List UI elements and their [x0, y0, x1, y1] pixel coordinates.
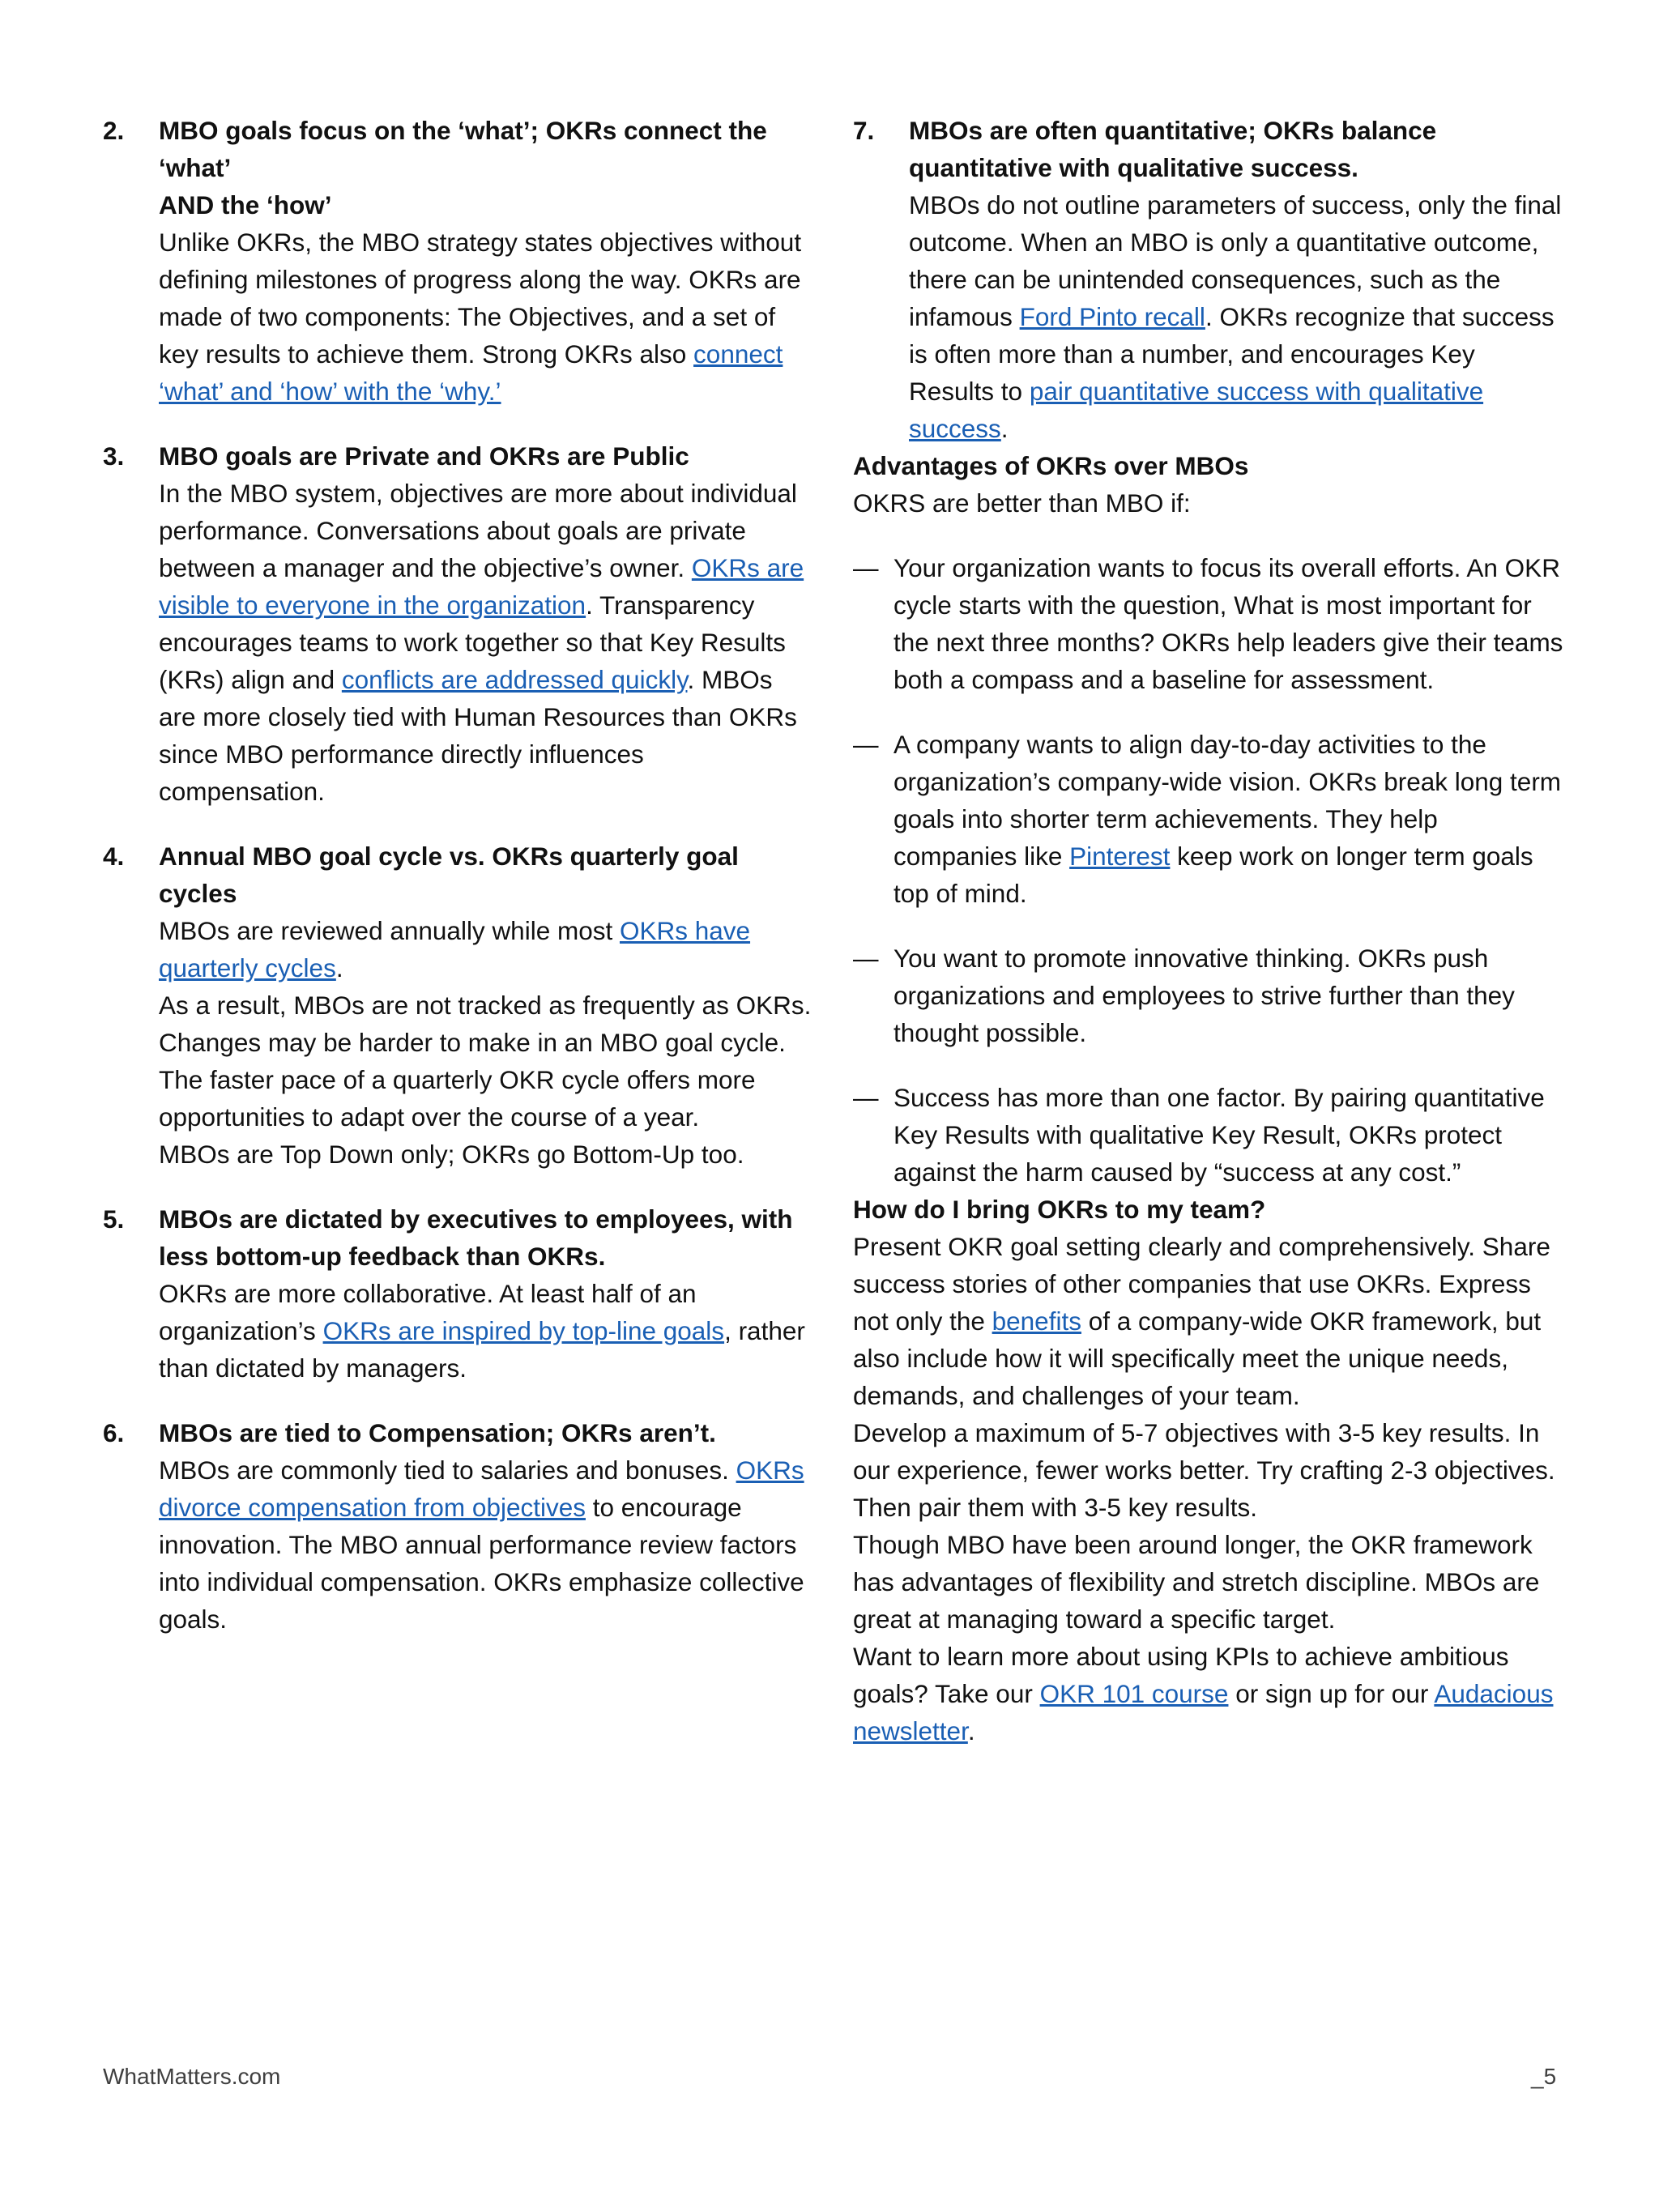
- link-okrs-quarterly-cycles[interactable]: OKRs have quarterly cycles: [159, 916, 751, 982]
- footer-page-number: _5: [1531, 2064, 1557, 2089]
- advantages-heading: Advantages of OKRs over MBOs: [853, 451, 1249, 480]
- item-number: 3.: [103, 441, 125, 471]
- advantage-bullet-2: [853, 726, 1566, 912]
- item-heading: MBOs are tied to Compensation; OKRs aren’t.: [159, 1418, 716, 1447]
- team-paragraph-2: Develop a maximum of 5-7 objectives with 3-5 key results. In our experience, fewer works better. Try crafting 2-3 objectives. Then pair them with 3-5 key results.: [853, 1418, 1555, 1522]
- paragraph-text: .: [335, 953, 343, 982]
- item-paragraph: [159, 1451, 816, 1638]
- link-audacious-newsletter[interactable]: Audacious newsletter: [853, 1679, 1554, 1745]
- advantages-intro: OKRS are better than MBO if:: [853, 488, 1191, 518]
- dash-bullet: —: [853, 730, 879, 759]
- item-heading: MBO goals are Private and OKRs are Public: [159, 441, 689, 471]
- item-paragraph: [159, 475, 816, 810]
- list-item-7: [853, 112, 1566, 447]
- paragraph-text: . MBOs are more closely tied with Human Resources than OKRs since MBO performance directly influences compensation.: [159, 665, 797, 806]
- team-heading: How do I bring OKRs to my team?: [853, 1195, 1266, 1224]
- item-paragraph: [159, 912, 816, 987]
- item-heading: Annual MBO goal cycle vs. OKRs quarterly goal cycles: [159, 842, 739, 908]
- link-okr-101-course[interactable]: OKR 101 course: [1039, 1679, 1229, 1708]
- bullet-text: Success has more than one factor. By pairing quantitative Key Results with qualitative Key Result, OKRs protect against the harm caused by “success at any cost.”: [893, 1083, 1545, 1187]
- list-item-3: [103, 437, 816, 810]
- item-heading: MBOs are dictated by executives to employees, with less bottom-up feedback than OKRs.: [159, 1204, 793, 1271]
- list-item-2: [103, 112, 816, 410]
- paragraph-text: MBOs are reviewed annually while most: [159, 916, 620, 945]
- paragraph-text: or sign up for our: [1228, 1679, 1435, 1708]
- list-item-5: [103, 1200, 816, 1387]
- paragraph-text: of a company-wide OKR framework, but also include how it will specifically meet the unique needs, demands, and challenges of your team.: [853, 1306, 1542, 1410]
- paragraph-text: Present OKR goal setting clearly and comprehensively. Share success stories of other companies that use OKRs. Express not only the: [853, 1232, 1550, 1336]
- item-number: 2.: [103, 116, 125, 145]
- link-pinterest[interactable]: Pinterest: [1069, 842, 1171, 871]
- footer-site: WhatMatters.com: [103, 2064, 281, 2089]
- link-okrs-divorce-compensation[interactable]: OKRs divorce compensation from objectives: [159, 1455, 804, 1522]
- item-number: 6.: [103, 1418, 125, 1447]
- paragraph-text: . OKRs recognize that success is often more than a number, and encourages Key Results to: [909, 302, 1555, 406]
- paragraph-text: keep work on longer term goals top of mind.: [893, 842, 1533, 908]
- paragraph-text: OKRs are more collaborative. At least half of an organization’s: [159, 1279, 697, 1345]
- paragraph-text: MBOs are commonly tied to salaries and bonuses.: [159, 1455, 736, 1485]
- paragraph-text: .: [1000, 414, 1009, 443]
- item-heading: MBOs are often quantitative; OKRs balance quantitative with qualitative success.: [909, 116, 1437, 182]
- team-paragraph-4: [853, 1638, 1566, 1750]
- link-ford-pinto-recall[interactable]: Ford Pinto recall: [1019, 302, 1205, 331]
- link-benefits[interactable]: benefits: [992, 1306, 1081, 1336]
- team-paragraph-3: Though MBO have been around longer, the OKR framework has advantages of flexibility and stretch discipline. MBOs are great at managing toward a specific target.: [853, 1530, 1540, 1634]
- item-paragraph: [159, 224, 816, 410]
- paragraph-text: Want to learn more about using KPIs to achieve ambitious goals? Take our: [853, 1642, 1509, 1708]
- item-paragraph: [159, 1275, 816, 1387]
- bullet-text: You want to promote innovative thinking. OKRs push organizations and employees to strive further than they thought possible.: [893, 944, 1515, 1047]
- advantage-bullet-1: [853, 549, 1566, 698]
- item-paragraph: MBOs are Top Down only; OKRs go Bottom-Up too.: [159, 1140, 744, 1169]
- item-heading-line-1: MBO goals focus on the ‘what’; OKRs connect the ‘what’: [159, 116, 767, 182]
- item-paragraph: [909, 186, 1566, 447]
- item-number: 4.: [103, 842, 125, 871]
- dash-bullet: —: [853, 1083, 879, 1112]
- list-item-6: [103, 1414, 816, 1638]
- paragraph-text: .: [967, 1716, 975, 1745]
- link-conflicts-addressed[interactable]: conflicts are addressed quickly: [341, 665, 688, 694]
- paragraph-text: Unlike OKRs, the MBO strategy states objectives without defining milestones of progress along the way. OKRs are made of two components: The Objectives, and a set of key results to achieve them. Strong OKRs also: [159, 228, 802, 369]
- bullet-text: [893, 726, 1566, 912]
- advantage-bullet-4: [853, 1079, 1566, 1191]
- dash-bullet: —: [853, 553, 879, 582]
- item-heading-line-2: AND the ‘how’: [159, 190, 332, 219]
- link-connect-what-how-why[interactable]: connect ‘what’ and ‘how’ with the ‘why.’: [159, 339, 783, 406]
- item-number: 7.: [853, 116, 875, 145]
- item-heading: [159, 112, 816, 224]
- left-column: [103, 112, 816, 1638]
- paragraph-text: to encourage innovation. The MBO annual performance review factors into individual compensation. OKRs emphasize collective goals.: [159, 1493, 804, 1634]
- paragraph-text: MBOs do not outline parameters of success, only the final outcome. When an MBO is only a quantitative outcome, there can be unintended consequences, such as the infamous: [909, 190, 1562, 331]
- paragraph-text: In the MBO system, objectives are more about individual performance. Conversations about goals are private between a manager and the objective’s owner.: [159, 479, 797, 582]
- bullet-text: Your organization wants to focus its overall efforts. An OKR cycle starts with the question, What is most important for the next three months? OKRs help leaders give their teams both a compass and a baseline for assessment.: [893, 553, 1563, 694]
- item-paragraph: As a result, MBOs are not tracked as frequently as OKRs. Changes may be harder to make in an MBO goal cycle. The faster pace of a quarterly OKR cycle offers more opportunities to adapt over the course of a year.: [159, 991, 812, 1132]
- link-okrs-inspired-top-line[interactable]: OKRs are inspired by top-line goals: [322, 1316, 725, 1345]
- list-item-4: [103, 837, 816, 1173]
- link-okrs-visible[interactable]: OKRs are visible to everyone in the organization: [159, 553, 804, 620]
- right-column: [853, 112, 1566, 1750]
- team-paragraph-1: [853, 1228, 1566, 1414]
- link-pair-quantitative-qualitative[interactable]: pair quantitative success with qualitative success: [909, 377, 1484, 443]
- item-number: 5.: [103, 1204, 125, 1234]
- paragraph-text: A company wants to align day-to-day activities to the organization’s company-wide vision. OKRs break long term goals into shorter term achievements. They help companies like: [893, 730, 1562, 871]
- dash-bullet: —: [853, 944, 879, 973]
- paragraph-text: . Transparency encourages teams to work together so that Key Results (KRs) align and: [159, 590, 786, 694]
- paragraph-text: , rather than dictated by managers.: [159, 1316, 805, 1383]
- advantage-bullet-3: [853, 940, 1566, 1051]
